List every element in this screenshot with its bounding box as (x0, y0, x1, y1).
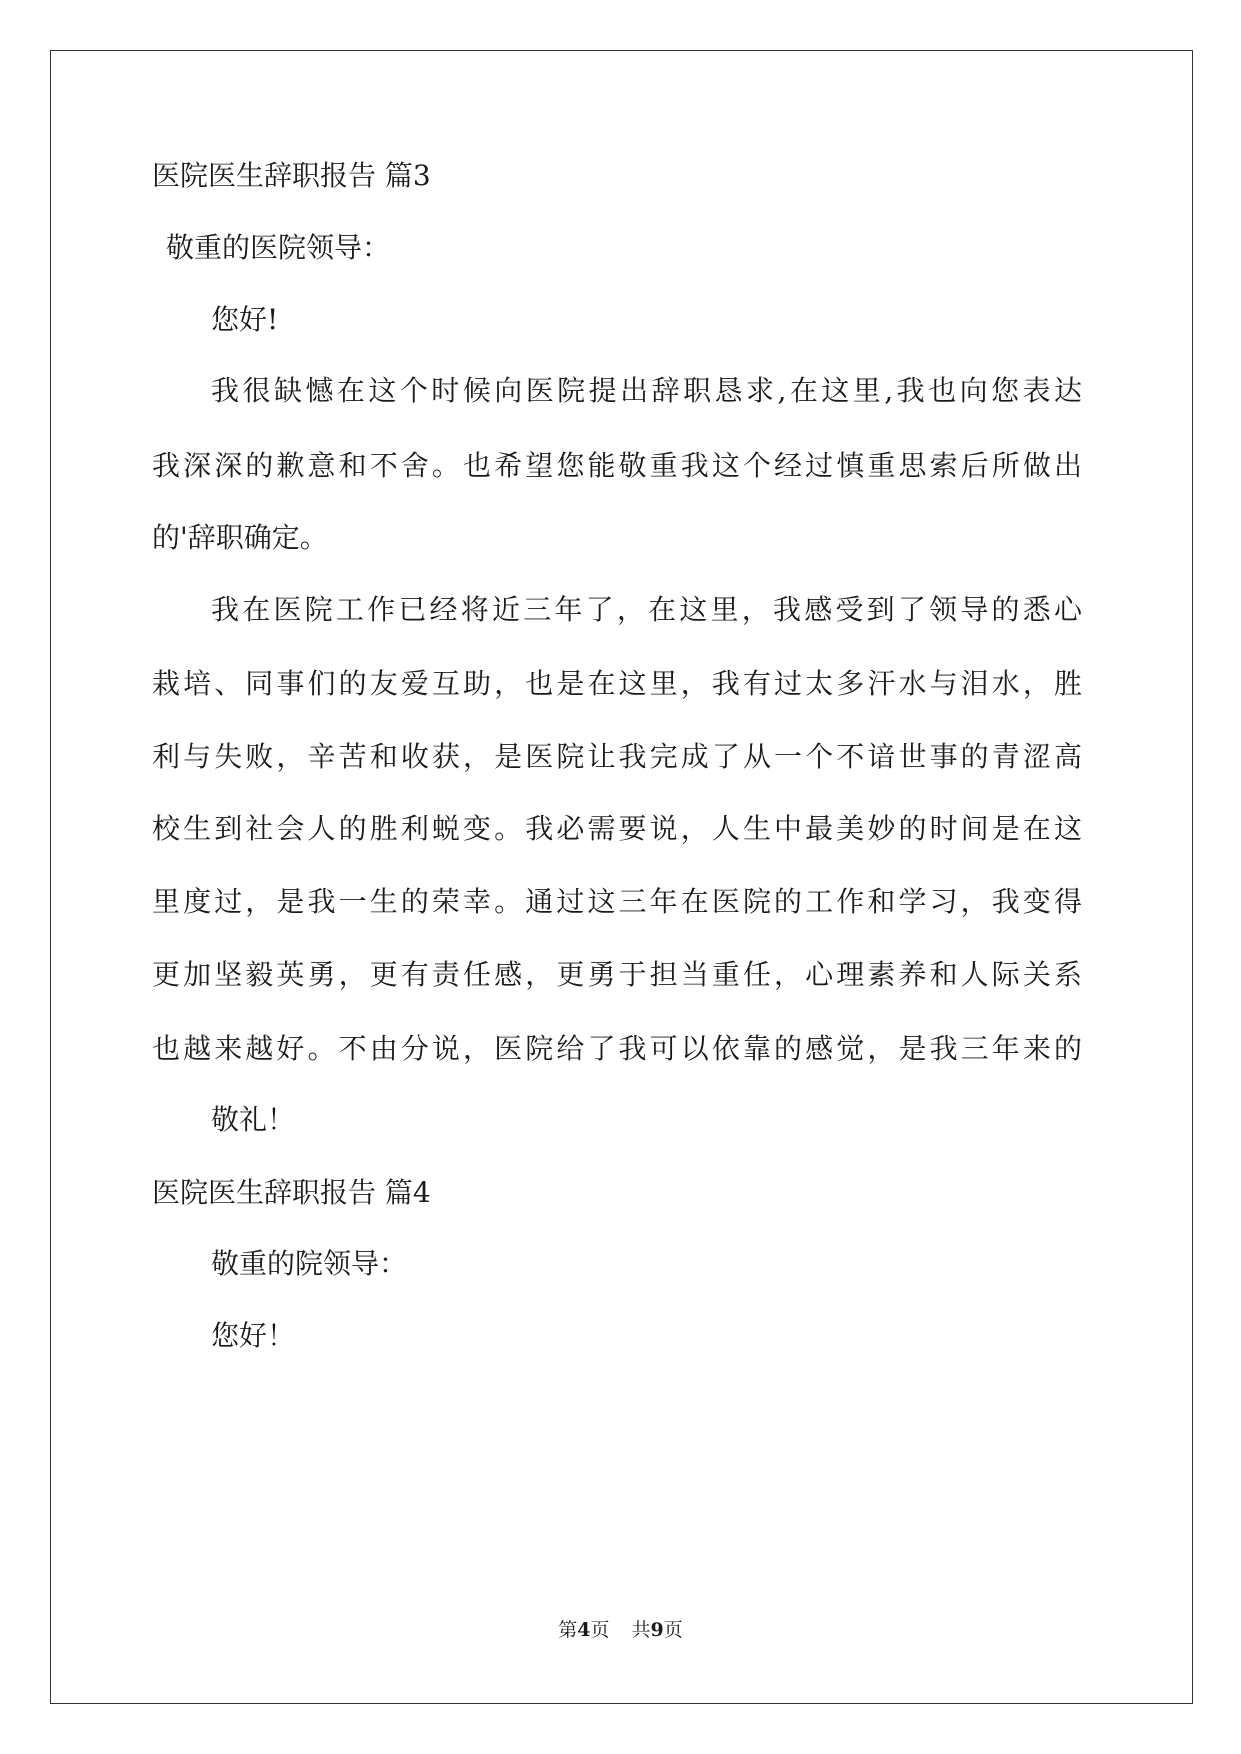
greeting: 您好! (211, 303, 279, 336)
paragraph-line: 我在医院工作已经将近三年了，在这里，我感受到了领导的悉心 (211, 593, 1082, 626)
footer-total-unit: 页 (663, 1619, 683, 1641)
paragraph-line: 校生到社会人的胜利蜕变。我必需要说，人生中最美妙的时间是在这 (152, 812, 1082, 845)
paragraph-line: 栽培、同事们的友爱互助，也是在这里，我有过太多汗水与泪水，胜 (152, 667, 1082, 700)
closing: 敬礼！ (211, 1103, 296, 1136)
section-title-4: 医院医生辞职报告 篇4 (152, 1176, 431, 1209)
footer-page-unit: 页 (590, 1619, 610, 1641)
salutation: 敬重的院领导： (211, 1247, 408, 1280)
paragraph-line: 的'辞职确定。 (152, 521, 328, 554)
paragraph-line: 利与失败，辛苦和收获，是医院让我完成了从一个不谙世事的青涩高 (152, 740, 1082, 773)
paragraph-line: 里度过，是我一生的荣幸。通过这三年在医院的工作和学习，我变得 (152, 885, 1082, 918)
greeting: 您好！ (211, 1319, 296, 1352)
footer-prefix: 第 (558, 1619, 578, 1641)
section-title-3: 医院医生辞职报告 篇3 (152, 159, 431, 192)
paragraph-line: 也越来越好。不由分说，医院给了我可以依靠的感觉，是我三年来的 (152, 1032, 1082, 1065)
footer-total-prefix: 共 (631, 1619, 651, 1641)
total-pages: 9 (650, 1619, 664, 1641)
page-footer (0, 1617, 1241, 1643)
paragraph-line: 我深深的歉意和不舍。也希望您能敬重我这个经过慎重思索后所做出 (152, 449, 1082, 482)
salutation: 敬重的医院领导： (166, 231, 391, 264)
page-border (50, 50, 1193, 1704)
paragraph-line: 我很缺憾在这个时候向医院提出辞职恳求,在这里,我也向您表达 (211, 374, 1082, 407)
page-number: 4 (577, 1619, 591, 1641)
paragraph-line: 更加坚毅英勇，更有责任感，更勇于担当重任，心理素养和人际关系 (152, 958, 1082, 991)
